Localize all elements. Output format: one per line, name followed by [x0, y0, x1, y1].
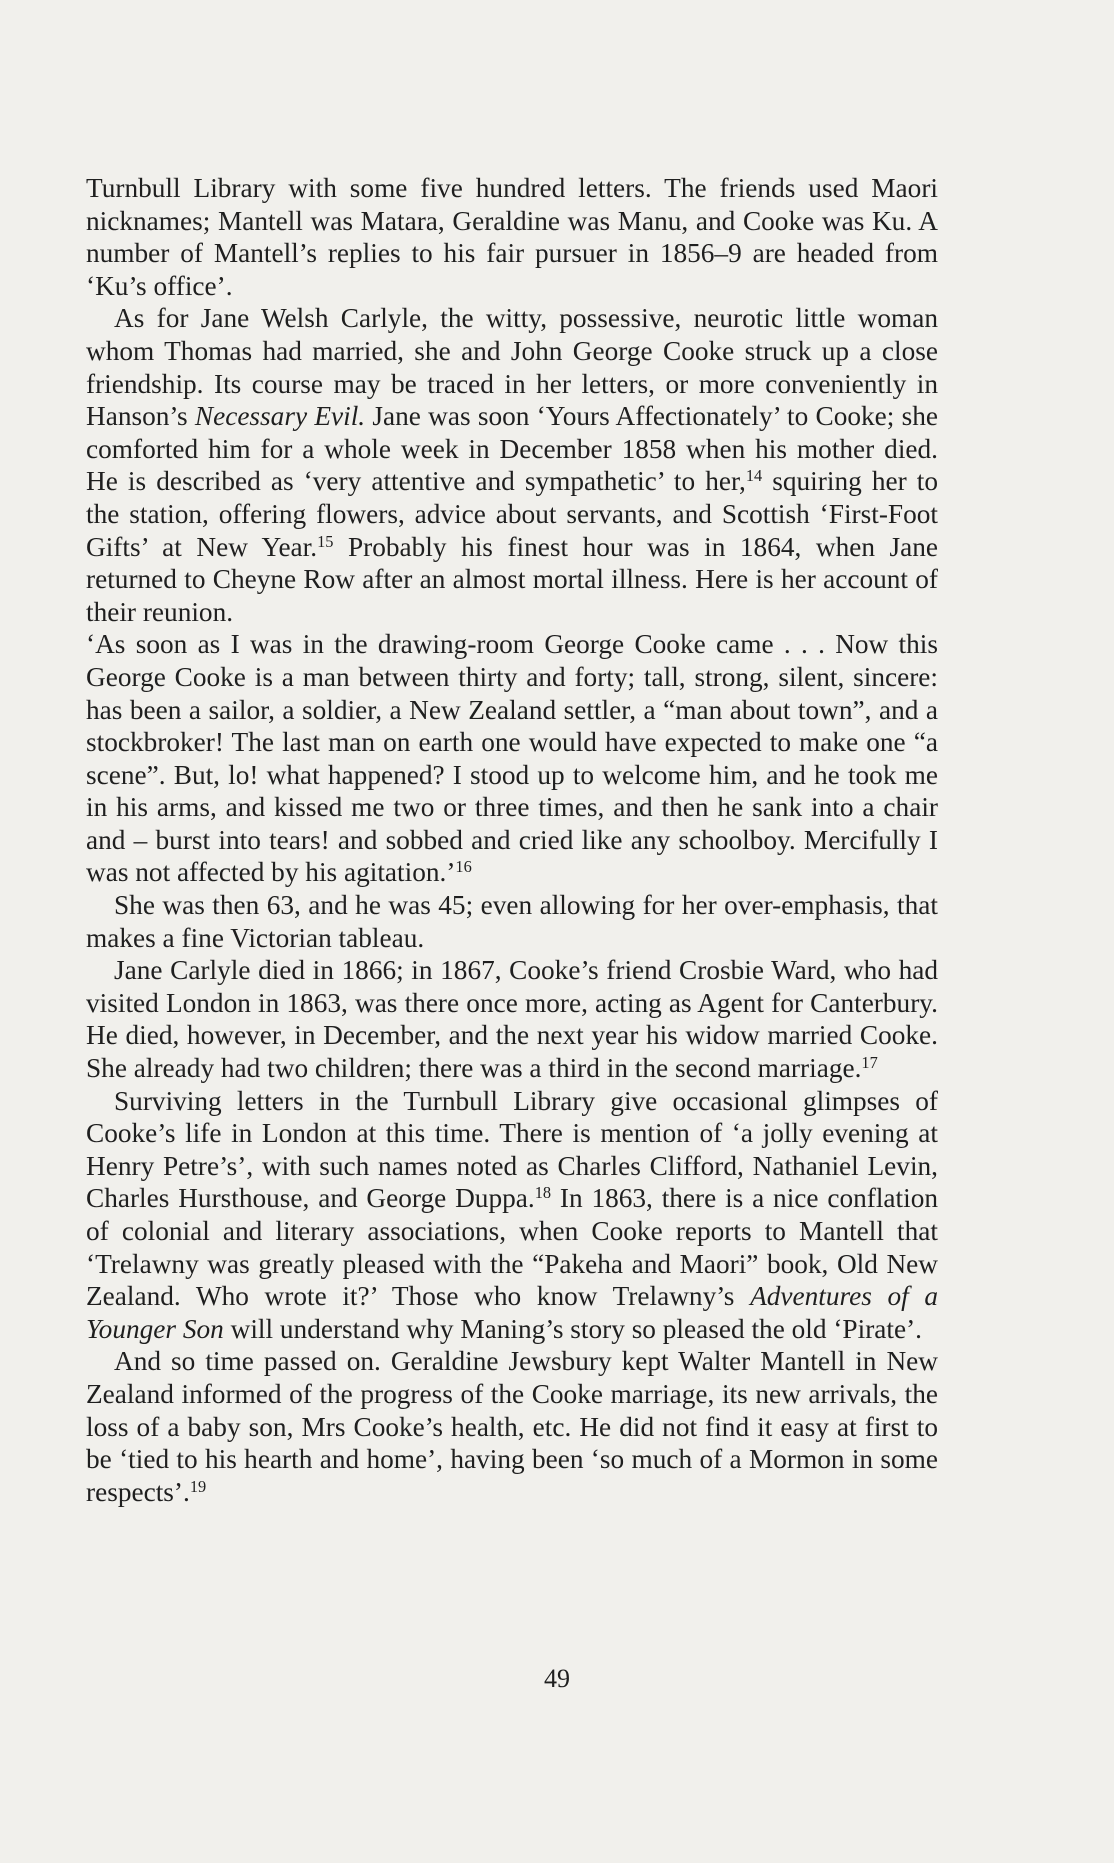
text-run: ‘As soon as I was in the drawing-room George Cooke came . . . Now this George Cooke is a man between thirty and forty; tall, strong, silent, sincere: has been a sailor, a soldier, a New Zealand settler, a “man about town”, and a stockbroker! The last man on earth one would have expected to make one “a scene”. But, lo! what happened? I stood up to welcome him, and he took me in his arms, and kissed me two or three times, and then he sank into a chair and – burst into tears! and sobbed and cried like any schoolboy. Mercifully I was not affected by his agitation.’	[86, 629, 938, 888]
paragraph	[86, 954, 938, 1084]
footnote-reference: 15	[317, 531, 334, 551]
text-run: In 1863, there is a nice conflation of colonial and literary associations, when Cooke reports to Mantell that ‘Trelawny was greatly pleased with the “Pakeha and Maori” book, Old New Zealand. Who wrote it?’ Those who know Trelawny’s	[86, 1183, 938, 1312]
footnote-reference: 16	[455, 857, 472, 877]
text-run: And so time passed on. Geraldine Jewsbury kept Walter Mantell in New Zealand informed of the progress of the Cooke marriage, its new arrivals, the loss of a baby son, Mrs Cooke’s health, etc. He did not find it easy at first to be ‘tied to his hearth and home’, having been ‘so much of a Mormon in some respects’.	[86, 1346, 938, 1507]
text-run: squiring her to the station, offering flowers, advice about servants, and Scottish ‘First-Foot Gifts’ at New Year.	[86, 466, 938, 562]
block-quote-paragraph	[86, 628, 938, 889]
paragraph	[86, 302, 938, 628]
footnote-reference: 17	[861, 1053, 878, 1073]
italic-title: Adventures of a Younger Son	[86, 1281, 939, 1344]
footnote-reference: 18	[534, 1183, 552, 1203]
paragraph	[86, 889, 938, 954]
paragraph	[86, 1085, 938, 1346]
text-run: As for Jane Welsh Carlyle, the witty, possessive, neurotic little woman whom Thomas had married, she and John George Cooke struck up a close friendship. Its course may be traced in her letters, or more conveniently in Hanson’s	[86, 303, 938, 432]
footnote-reference: 19	[189, 1476, 207, 1496]
page-number: 49	[544, 1664, 570, 1693]
text-run: Surviving letters in the Turnbull Library give occasional glimpses of Cooke’s life in London at this time. There is mention of ‘a jolly evening at Henry Petre’s’, with such names noted as Charles Clifford, Nathaniel Levin, Charles Hursthouse, and George Duppa.	[86, 1085, 938, 1214]
text-run: will understand why Maning’s story so pleased the old ‘Pirate’.	[223, 1313, 923, 1344]
text-run: Probably his finest hour was in 1864, when Jane returned to Cheyne Row after an almost mortal illness. Here is her account of their reunion.	[86, 531, 939, 627]
text-run: Jane was soon ‘Yours Affectionately’ to Cooke; she comforted him for a whole week in December 1858 when his mother died. He is described as ‘very attentive and sympathetic’ to her,	[86, 401, 938, 497]
body-text	[86, 172, 938, 1508]
footnote-reference: 14	[745, 466, 763, 486]
text-run: She was then 63, and he was 45; even allowing for her over-emphasis, that makes a fine Victorian tableau.	[86, 890, 938, 953]
italic-title: Necessary Evil.	[194, 401, 366, 432]
paragraph	[86, 1345, 938, 1508]
text-run: Jane Carlyle died in 1866; in 1867, Cooke’s friend Crosbie Ward, who had visited London in 1863, was there once more, acting as Agent for Canterbury. He died, however, in December, and the next year his widow married Cooke. She already had two children; there was a third in the second marriage.	[86, 955, 938, 1084]
text-run: Turnbull Library with some five hundred letters. The friends used Maori nicknames; Mantell was Matara, Geraldine was Manu, and Cooke was Ku. A number of Mantell’s replies to his fair pursuer in 1856–9 are headed from ‘Ku’s office’.	[86, 173, 938, 301]
paragraph	[86, 172, 938, 302]
